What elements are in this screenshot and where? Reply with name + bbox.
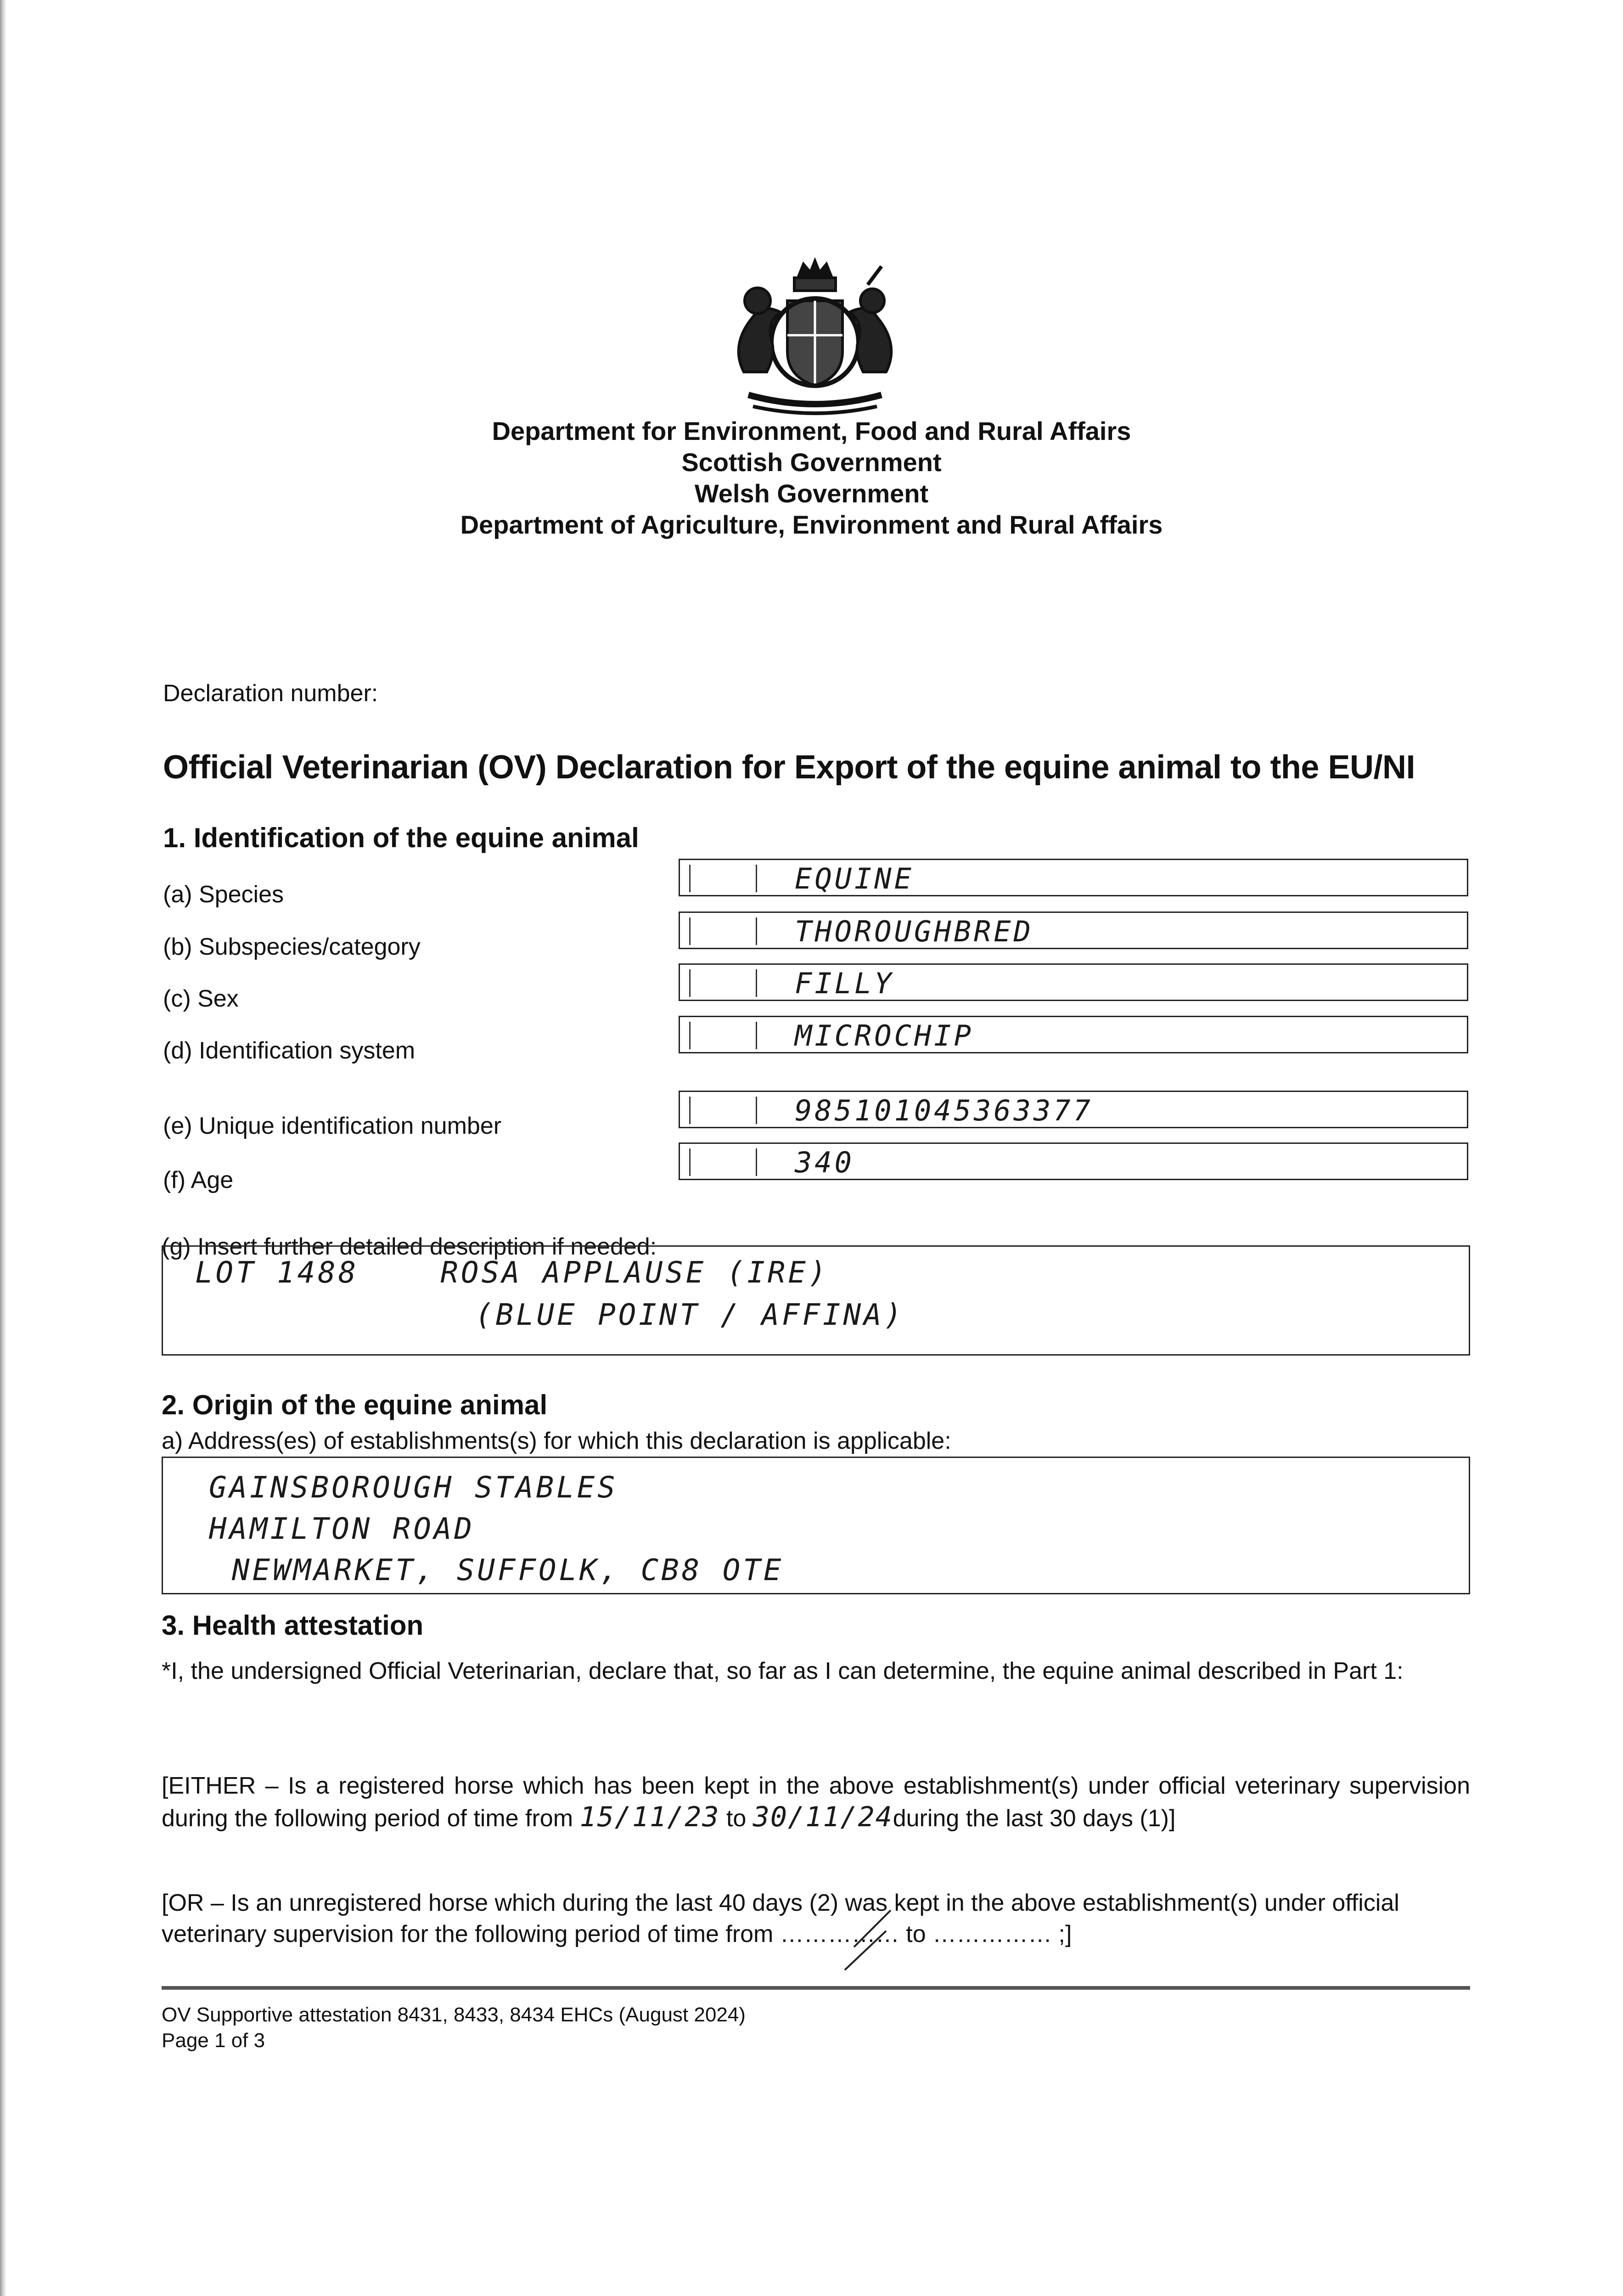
unique-id-value: 985101045363377 [795,1094,1093,1127]
either-clause-text: [EITHER – Is a registered horse which has been kept in the above establishment(s) under official veterinary supervision during the following period of time from [162,1773,1470,1832]
document-title: Official Veterinarian (OV) Declaration for Export of the equine animal to the EU/NI [163,749,1415,786]
description-line: LOT 1488 ROSA APPLAUSE (IRE) [195,1256,829,1290]
footer [162,2002,746,2054]
section-3-heading: 3. Health attestation [162,1610,424,1641]
either-clause [162,1770,1470,1834]
species-field[interactable] [679,859,1468,896]
address-field[interactable] [162,1457,1470,1594]
or-clause-line: veterinary supervision for the following period of time from …………… to …………… ;] [162,1921,1072,1947]
description-line: (BLUE POINT / AFFINA) [475,1298,905,1332]
description-label: (g) Insert further detailed description if needed: [162,1233,657,1260]
department-line: Welsh Government [694,479,929,508]
species-value: EQUINE [795,862,914,895]
identification-system-field[interactable] [679,1016,1468,1053]
age-value: 340 [795,1146,854,1179]
sex-value: FILLY [795,967,894,1000]
sex-field[interactable] [679,963,1468,1001]
attestation-intro: *I, the undersigned Official Veterinarian, declare that, so far as I can determine, the equine animal described in Part 1: [162,1658,1404,1684]
subspecies-label: (b) Subspecies/category [163,934,421,960]
page-number: Page 1 of 3 [162,2029,265,2052]
strike-through-mark [753,1892,1028,1984]
species-label: (a) Species [163,881,284,908]
department-line: Scottish Government [681,448,942,477]
sex-label: (c) Sex [163,985,239,1012]
footer-divider [162,1986,1470,1990]
subspecies-field[interactable] [679,912,1468,949]
footer-reference: OV Supportive attestation 8431, 8433, 8434 EHCs (August 2024) [162,2003,746,2026]
address-line: NEWMARKET, SUFFOLK, CB8 OTE [232,1553,784,1587]
declaration-number-label: Declaration number: [163,680,378,707]
unique-id-field[interactable] [679,1091,1468,1128]
either-from-date[interactable]: 15/11/23 [579,1801,720,1833]
or-clause-line: [OR – Is an unregistered horse which during the last 40 days (2) was kept in the above establishment(s) under official [162,1890,1399,1916]
unique-id-label: (e) Unique identification number [163,1113,502,1139]
section-1-heading: 1. Identification of the equine animal [163,822,639,853]
address-line: HAMILTON ROAD [209,1512,475,1546]
address-line: GAINSBOROUGH STABLES [209,1471,618,1505]
either-clause-suffix: during the last 30 days (1)] [893,1805,1176,1832]
address-label: a) Address(es) of establishments(s) for which this declaration is applicable: [162,1428,951,1454]
section-2-heading: 2. Origin of the equine animal [162,1390,548,1420]
age-label: (f) Age [163,1167,234,1193]
scan-edge [0,0,6,2296]
department-line: Department for Environment, Food and Rural Affairs [492,416,1131,445]
either-to-date[interactable]: 30/11/24 [753,1801,893,1833]
subspecies-value: THOROUGHBRED [795,915,1033,948]
royal-coat-of-arms-icon [721,257,909,418]
either-to-word: to [726,1805,747,1832]
identification-system-value: MICROCHIP [795,1019,974,1052]
department-header [0,416,1623,540]
age-field[interactable] [679,1142,1468,1180]
department-line: Department of Agriculture, Environment and Rural Affairs [460,510,1163,539]
identification-system-label: (d) Identification system [163,1037,416,1064]
description-field[interactable] [162,1245,1470,1356]
